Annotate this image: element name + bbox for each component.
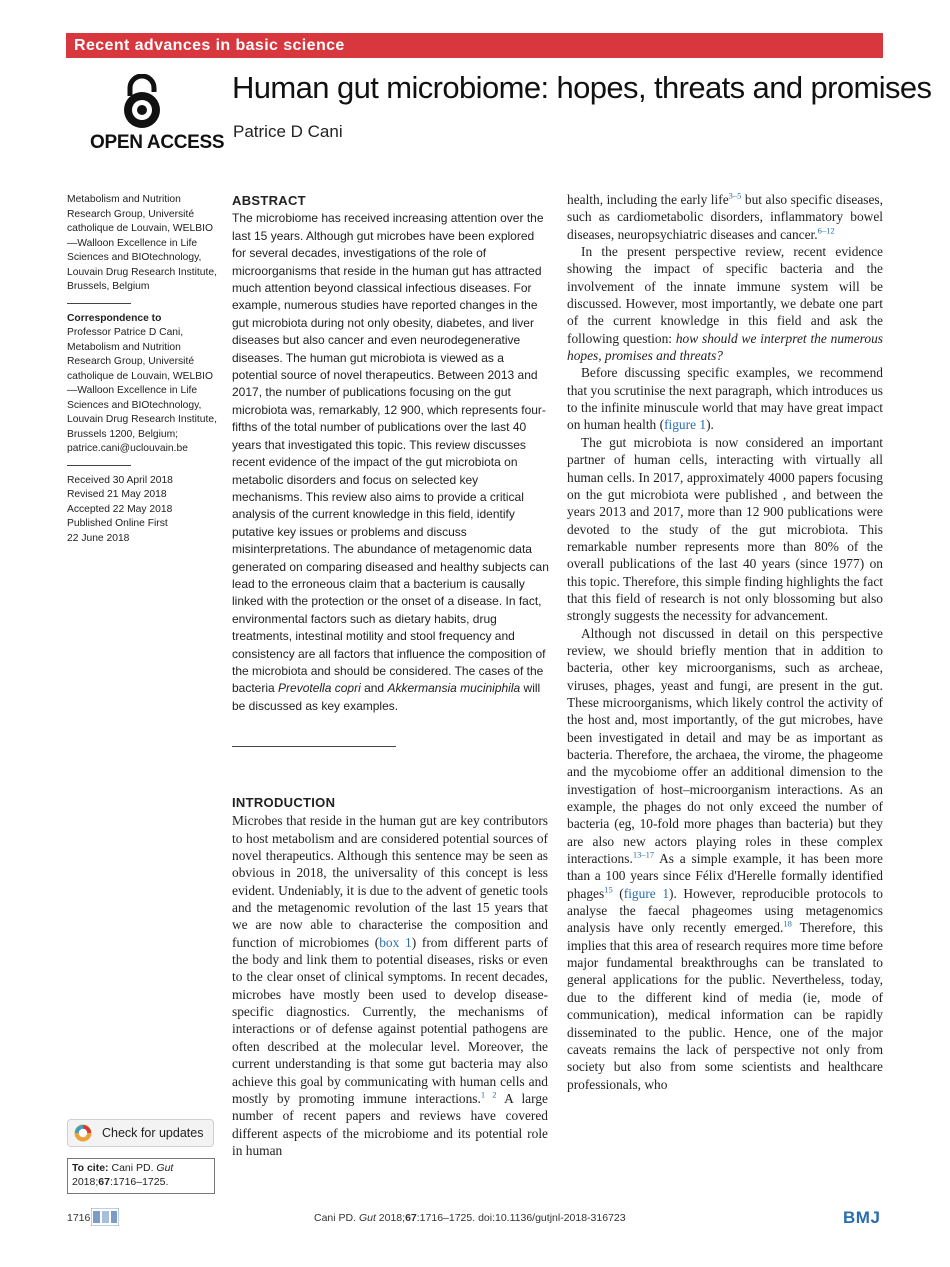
introduction <box>232 794 548 1159</box>
right-paragraph-3 <box>567 364 883 433</box>
check-updates-label: Check for updates <box>102 1126 204 1140</box>
right-text: In the present perspective review, recent evidence showing the impact of specific bacteria and the involvement of the innate immune system will be discussed. However, most importantly, we debate one part of the current knowledge in this field and ask the following question: <box>567 244 883 346</box>
ref-6-12-link[interactable]: 6–12 <box>817 225 835 236</box>
open-access-icon <box>117 74 167 130</box>
date-published-label: Published Online First <box>67 518 168 529</box>
right-text: ( <box>612 885 624 901</box>
right-text: Although not discussed in detail on this perspective review, we should briefly mention that in addition to bacteria, other key microorganisms, such as archeae, viruses, phages, yeast and fungi, are present in the gut. These microorganisms, which likely control the activity of the host and, most importantly, of the gut microbes, have been investigated in detail and may be as important as bacteria. Therefore, the archaea, the virome, the phageome and the mycobiome offer an additional dimension to the investigation of host–microorganism interactions. As an example, the phages do not only exceed the number of bacteria (eg, 10-fold more phages than bacteria) but they are also new actors playing roles in these complex interactions. <box>567 625 883 867</box>
date-revised: Revised 21 May 2018 <box>67 489 167 500</box>
intro-paragraph-1 <box>232 812 548 1159</box>
right-paragraph-2 <box>567 243 883 364</box>
ref-15-link[interactable]: 15 <box>604 884 613 895</box>
abstract-text-3: will be discussed as key examples. <box>232 681 541 713</box>
date-accepted: Accepted 22 May 2018 <box>67 503 173 515</box>
author-name[interactable]: Patrice D Cani <box>233 122 343 141</box>
right-paragraph-1 <box>567 191 883 243</box>
intro-text-c: A large number of recent papers and reviews have covered different aspects of the microbiome and its potential role in human <box>232 1090 548 1158</box>
ref-13-17-link[interactable]: 13–17 <box>632 849 655 860</box>
ref-18-link[interactable]: 18 <box>783 918 792 929</box>
ref-1-2-link[interactable]: 1 2 <box>480 1089 497 1100</box>
date-published: 22 June 2018 <box>67 532 130 544</box>
cite-prefix: To cite: <box>72 1162 109 1174</box>
right-text: but also specific diseases, such as cardiometabolic disorders, inflammatory bowel diseases, neuropsychiatric diseases and cancer. <box>567 192 883 242</box>
cite-journal: Gut <box>156 1162 174 1174</box>
open-access-label: OPEN ACCESS <box>90 132 225 153</box>
right-text: ). However, reproducible protocols to analyse the faecal phageomes using metagenomics analysis have only recently emerged. <box>567 885 883 936</box>
check-for-updates-button[interactable] <box>67 1119 214 1147</box>
intro-text-b: ) from different parts of the body and link them to potential diseases, risks or even to the clear onset of clinical symptoms. In recent decades, microbes have mostly been used to develop disease-specific diagnostics. Currently, the mechanisms of interactions or of defense against potential pathogens are often described at the molecular level. Moreover, the current understanding is that some gut bacteria may also achieve this goal by communicating with human cells and mostly by promoting immune interactions. <box>232 934 549 1106</box>
footer-citation <box>314 1212 626 1224</box>
footer-cite-c[interactable]: :1716–1725. doi:10.1136/gutjnl-2018-316723 <box>416 1212 626 1224</box>
species-akkermansia: Akkermansia muciniphila <box>387 681 521 696</box>
right-paragraph-4: The gut microbiota is now considered an important partner of human cells, interacting with virtually all human cells. In 2017, approximately 4000 papers focusing on the gut microbiota were published , and between the years 2013 and 2017, more than 12 900 publications were devoted to the study of the gut microbiota. This remarkable number represents more than 80% of the overall publications of the last 40 years (since 1977) on this topic. Therefore, this simple finding highlights the fact that this field of research is not only blossoming but also strongly suggests the necessity for advancement. <box>567 434 883 624</box>
date-received: Received 30 April 2018 <box>67 474 173 486</box>
figure-1-link[interactable]: figure 1 <box>664 417 707 433</box>
right-text: Therefore, this implies that this area of research requires more time before major fundamental breakthroughs can be translated to general applications for the public. Nevertheless, today, due to the different kind of media (ie, mode of communication), medical information can be rapidly disseminated to the public. Hence, one of the major caveats remains the lack of perspective not only from society but also from some scientists and healthcare professionals, who <box>567 920 883 1092</box>
abstract-heading: ABSTRACT <box>232 193 306 208</box>
affiliation: Metabolism and Nutrition Research Group, Université catholique de Louvain, WELBIO—Walloon Excellence in Life Sciences and BIOtechnology, Louvain Drug Research Institute, Brussels, Belgium <box>67 194 217 292</box>
box-1-link[interactable]: box 1 <box>379 934 412 950</box>
intro-text-a: Microbes that reside in the human gut are key contributors to host metabolism and are considered potential sources of novel therapeutics. Although this sentence may be seen as obvious in 2018, the universality of this concept is less evident. Undeniably, it is due to the advent of genetic tools and the metagenomic revolution of the last 15 years that we are now able to characterise the composition and function of microbiomes ( <box>232 813 548 950</box>
footer-cite-b: 2018; <box>375 1212 406 1224</box>
abstract-text-1: The microbiome has received increasing attention over the last 15 years. Although gut microbes have been explored for several decades, investigations of the role of microorganisms that reside in the human gut has attracted much attention beyond classical infectious diseases. For example, numerous studies have reported changes in the gut microbiota during not only obesity, diabetes, and liver diseases but also cancer and even neurodegenerative diseases. The human gut microbiota is viewed as a potential source of novel therapeutics. Between 2013 and 2017, the number of publications focusing on the gut microbiota was, remarkably, 12 900, which represents four-fifths of the total number of publications over the last 40 years that investigated this topic. This review discusses recent evidence of the impact of the gut microbiota on metabolic disorders and focus on selected key mechanisms. This review also aims to provide a critical analysis of the current knowledge in this field, identify putative key issues or problems and discuss misinterpretations. The abundance of metagenomic data generated on comparing diseased and healthy subjects can lead to the erroneous claim that a bacterium is causally linked with the protection or the onset of a disease. In fact, environmental factors such as dietary habits, drug treatments, intestinal motility and stool frequency and consistency are all factors that influence the composition of the microbiota and should be considered. The cases of the bacteria <box>232 211 549 696</box>
right-text: Before discussing specific examples, we recommend that you scrutinise the next paragraph, which introduces us to the infinite minuscule world that may have great impact on human health ( <box>567 365 883 433</box>
right-text: ). <box>706 417 714 433</box>
divider <box>67 465 131 466</box>
abstract <box>232 192 550 715</box>
check-updates-icon <box>74 1124 92 1142</box>
correspondence-heading: Correspondence to <box>67 312 162 324</box>
footer-cite-a: Cani PD. <box>314 1212 359 1224</box>
bsg-logo-icon <box>91 1208 119 1226</box>
cite-pages: :1716–1725. <box>109 1176 169 1188</box>
section-banner: Recent advances in basic science <box>66 33 883 58</box>
article-title: Human gut microbiome: hopes, threats and promises <box>232 70 932 105</box>
right-text: health, including the early life <box>567 192 729 207</box>
abstract-divider <box>232 746 396 747</box>
question-text: how should we interpret the numerous hopes, promises and threats? <box>567 330 883 364</box>
right-text: As a simple example, it has been more than a 100 years since Félix d'Herelle formally identified phages <box>567 851 883 901</box>
sidebar <box>67 193 217 546</box>
footer-cite-journal: Gut <box>358 1212 376 1224</box>
page-number: 1716 <box>67 1212 91 1224</box>
right-paragraph-5 <box>567 625 883 1093</box>
species-prevotella: Prevotella copri <box>278 681 361 696</box>
figure-1-link[interactable]: figure 1 <box>623 885 670 901</box>
cite-author: Cani PD. <box>108 1162 157 1174</box>
article-dates <box>67 474 217 547</box>
abstract-text <box>232 210 550 715</box>
abstract-text-2: and <box>360 681 388 696</box>
introduction-heading: INTRODUCTION <box>232 795 336 810</box>
right-column <box>567 191 883 1093</box>
publisher-logo: BMJ <box>843 1208 881 1227</box>
ref-3-5-link[interactable]: 3–5 <box>728 190 742 201</box>
cite-year: 2018; <box>72 1176 99 1188</box>
cite-volume: 67 <box>98 1176 110 1188</box>
cite-box <box>67 1158 215 1194</box>
correspondence-text[interactable]: Professor Patrice D Cani, Metabolism and Nutrition Research Group, Université catholique de Louvain, WELBIO—Walloon Excellence in Life Sciences and BIOtechnology, Louvain Drug Research Institute, Brussels 1200, Belgium; patrice.cani@uclouvain.be <box>67 327 217 454</box>
footer-cite-volume: 67 <box>405 1212 417 1224</box>
divider <box>67 303 131 304</box>
